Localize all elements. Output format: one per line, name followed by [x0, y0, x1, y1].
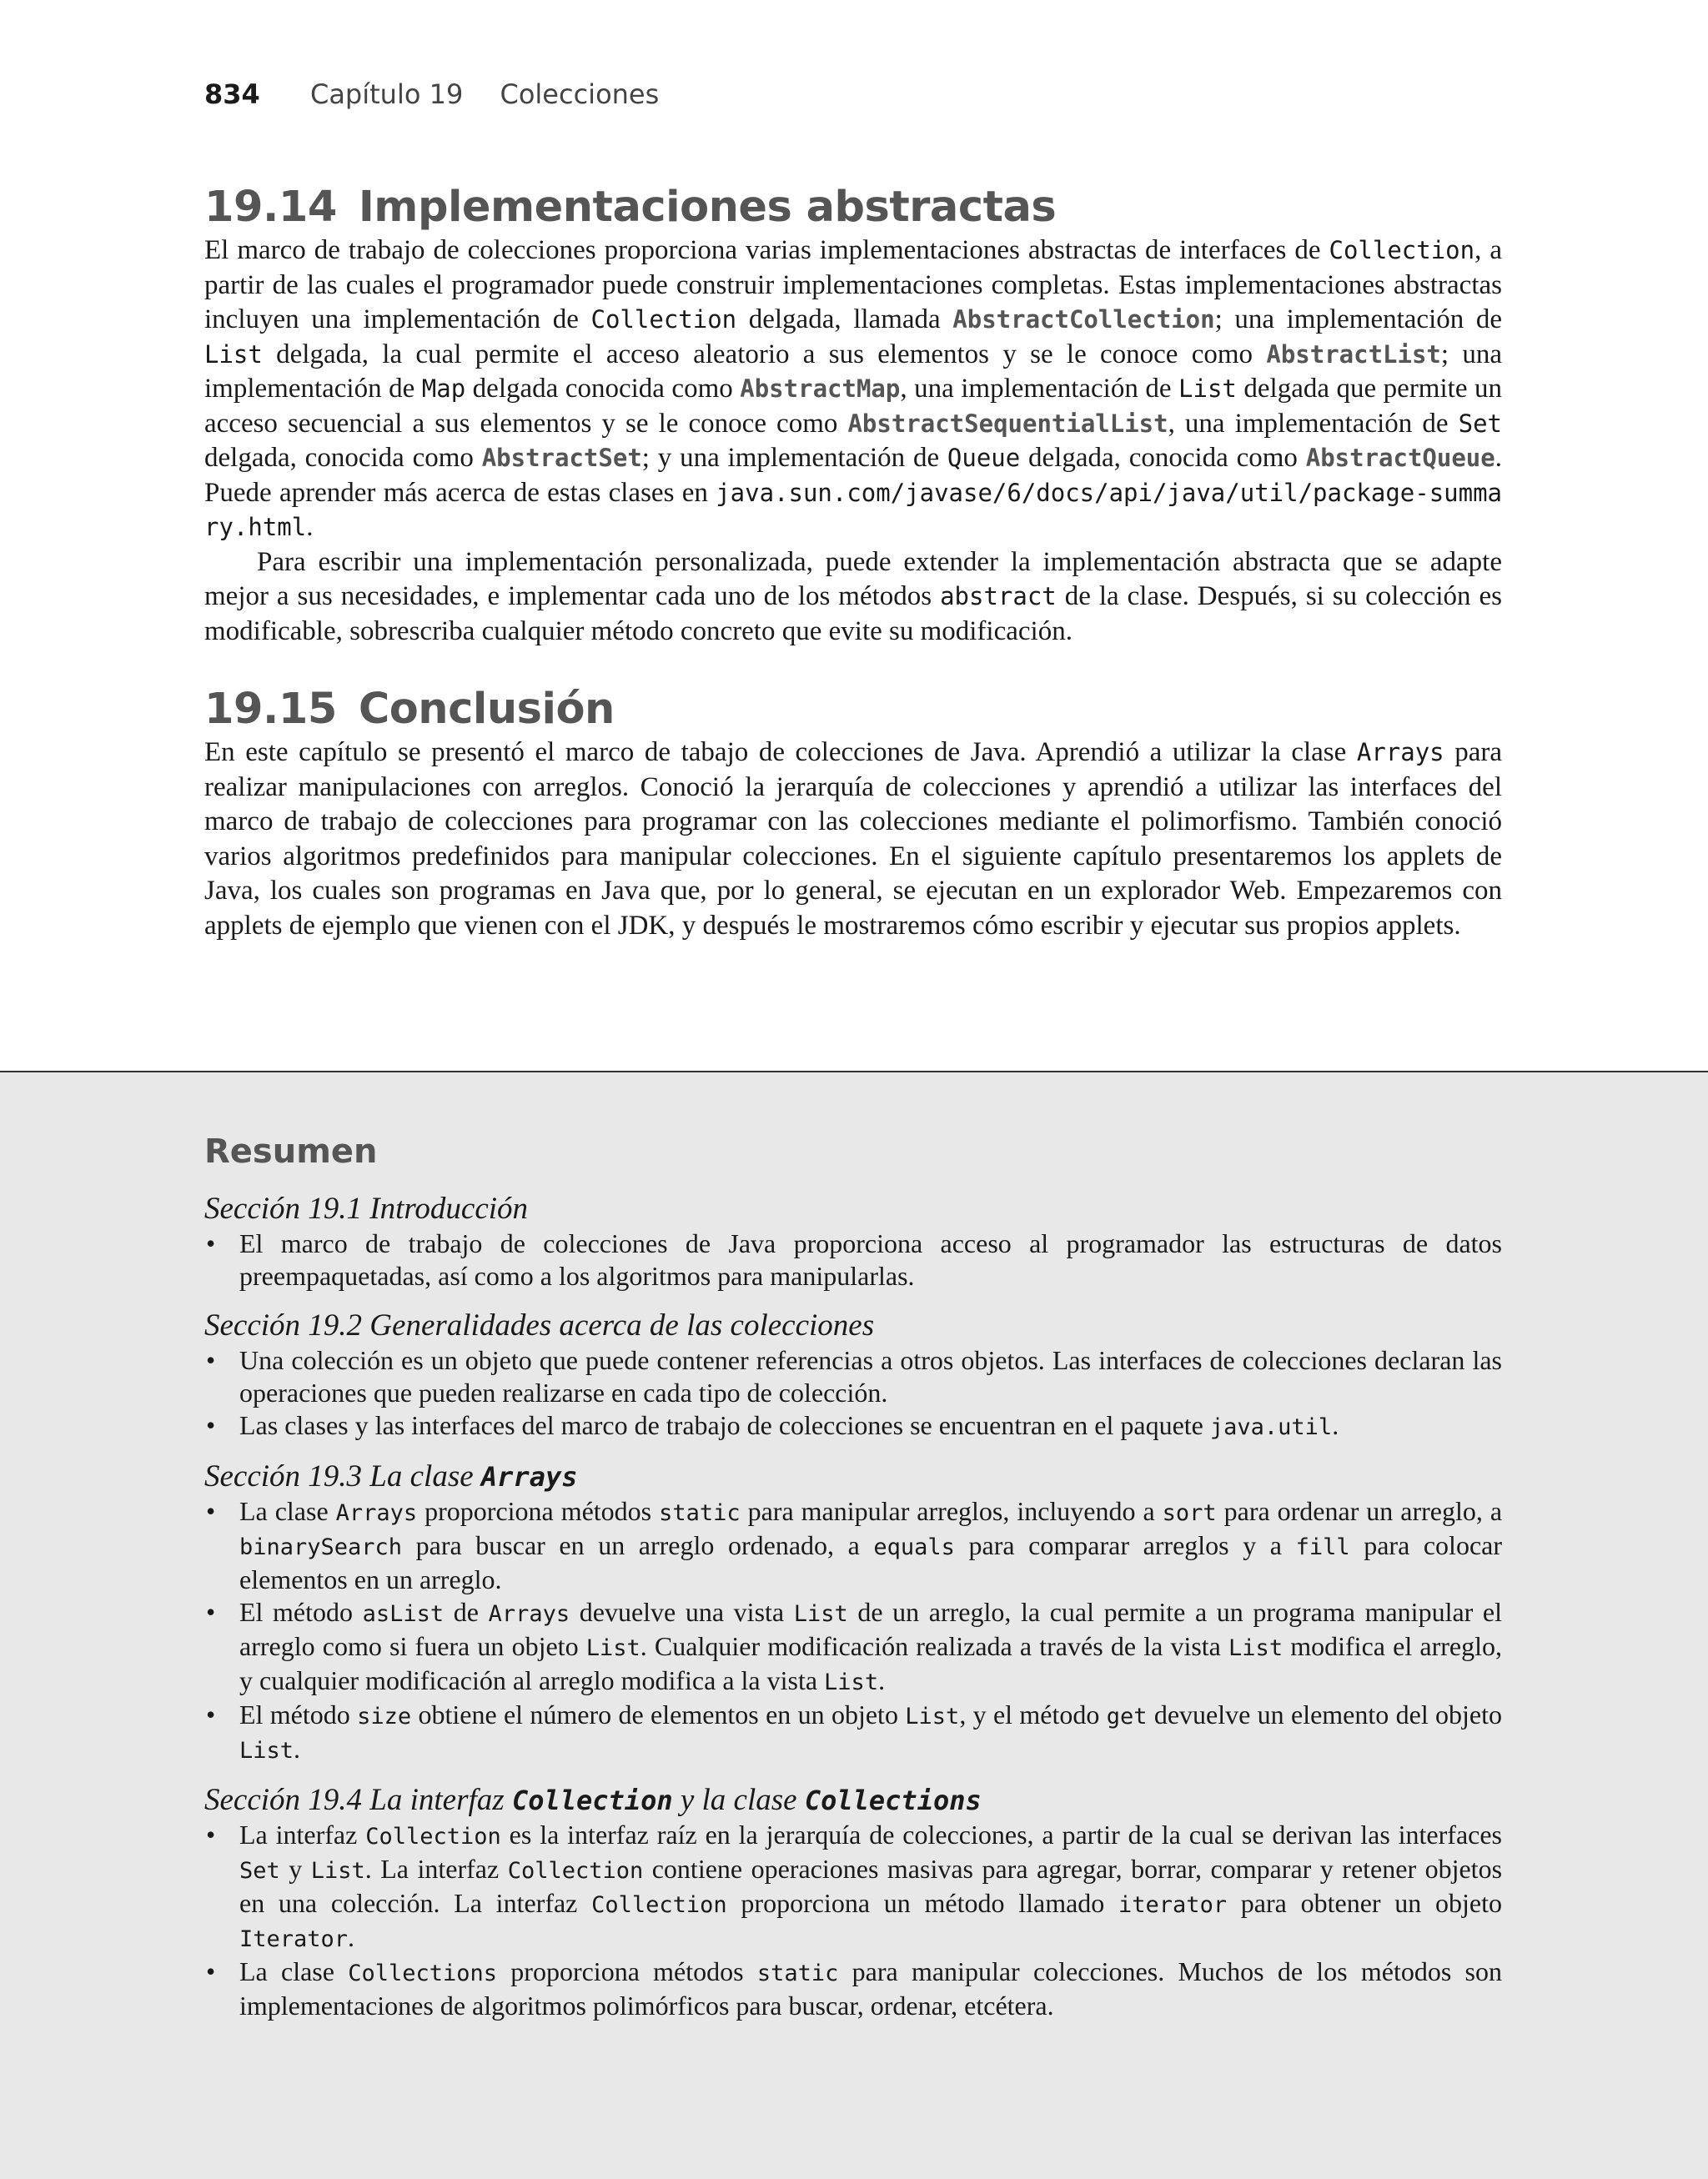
- text: de la clase. Después, si su colección es modificable, sobrescriba cualquier método concreto que evite su modificación.: [204, 581, 1502, 646]
- text: La interfaz: [239, 1820, 366, 1850]
- bullet-item: [204, 1495, 1502, 1596]
- code: Collection: [507, 1858, 644, 1884]
- text: devuelve un elemento del objeto: [1147, 1700, 1503, 1730]
- text: delgada que permite un acceso secuencial a sus elementos y se le conoce como: [204, 374, 1502, 439]
- code: static: [659, 1500, 741, 1526]
- section-19-14: [204, 182, 1502, 649]
- text: , a partir de las cuales el programador puede construir implementaciones completas. Estas implementaciones abstractas incluyen una implementación de: [204, 235, 1502, 334]
- bullet-item: [204, 1409, 1502, 1443]
- section-number: 19.15: [204, 685, 337, 734]
- code: List: [1228, 1635, 1284, 1661]
- code: Collection: [590, 305, 737, 334]
- text: proporciona métodos: [497, 1956, 757, 1986]
- text: Sección 19.3 La clase: [204, 1459, 481, 1494]
- code: Collection: [365, 1824, 501, 1850]
- text: delgada conocida como: [465, 374, 741, 404]
- code: List: [239, 1738, 294, 1764]
- text: y la clase: [672, 1783, 805, 1817]
- text: La clase: [239, 1496, 336, 1526]
- code: Set: [1458, 409, 1502, 438]
- text: El método: [239, 1700, 358, 1730]
- text: . Cualquier modificación realizada a través de la vista: [640, 1631, 1229, 1661]
- bullet-item: • El marco de trabajo de colecciones de Java proporciona acceso al programador las estructuras de datos preempaquetadas, así como a los algoritmos para manipularlas.: [204, 1228, 1502, 1293]
- text: para realizar manipulaciones con arreglos. Conoció la jerarquía de colecciones y aprendió a utilizar las interfaces del marco de trabajo de colecciones para programar con las colecciones mediante el polimorfismo. También conoció varios algoritmos predefinidos para manipular colecciones. En el siguiente capítulo presentaremos los applets de Java, los cuales son programas en Java que, por lo general, se ejecutan en un explorador Web. Empezaremos con applets de ejemplo que vienen con el JDK, y después le mostraremos cómo escribir y ejecutar sus propios applets.: [204, 737, 1502, 941]
- text: y: [279, 1854, 311, 1884]
- code: asList: [362, 1601, 445, 1627]
- text: proporciona un método llamado: [726, 1888, 1119, 1918]
- text: .: [348, 1922, 355, 1952]
- text: delgada, conocida como: [204, 443, 482, 473]
- code: binarySearch: [239, 1534, 403, 1560]
- code: iterator: [1118, 1892, 1228, 1918]
- bullet-list: [204, 1228, 1502, 1293]
- section-heading: [204, 684, 1502, 736]
- code: abstract: [940, 582, 1057, 610]
- summary-title: Resumen: [204, 1132, 378, 1171]
- running-head: [204, 78, 659, 110]
- code: Arrays: [335, 1500, 418, 1526]
- summary-subheading: Sección 19.2 Generalidades acerca de las colecciones: [204, 1308, 875, 1343]
- text: .: [306, 512, 314, 542]
- code: List: [1178, 374, 1237, 403]
- text: ; una implementación de: [1214, 304, 1503, 334]
- text: ; una implementación de: [204, 339, 1502, 404]
- code: size: [357, 1704, 412, 1730]
- summary-subheading: Sección 19.1 Introducción: [204, 1192, 529, 1226]
- code: sort: [1162, 1500, 1217, 1526]
- code: static: [756, 1961, 839, 1986]
- bullet-item: [204, 1956, 1502, 2022]
- code-term: AbstractSequentialList: [847, 409, 1168, 438]
- text: La clase: [239, 1956, 349, 1986]
- code: Collections: [804, 1785, 982, 1816]
- bullet-list: [204, 1344, 1502, 1443]
- code: get: [1106, 1704, 1148, 1730]
- code: Iterator: [239, 1926, 349, 1952]
- text: El método: [239, 1597, 363, 1627]
- code-term: AbstractMap: [740, 374, 901, 403]
- text: ; y una implementación de: [641, 443, 947, 473]
- code: Map: [421, 374, 466, 403]
- summary-box: [0, 1071, 1708, 2179]
- section-19-15: [204, 684, 1502, 943]
- code: Set: [239, 1858, 280, 1884]
- code-term: AbstractCollection: [952, 305, 1215, 334]
- text: Para escribir una implementación personalizada, puede extender la implementación abstracta que se adapte mejor a sus necesidades, e implementar cada uno de los métodos: [204, 546, 1502, 611]
- text: Sección 19.4 La interfaz: [204, 1783, 512, 1817]
- code: Arrays: [488, 1601, 570, 1627]
- code: List: [824, 1669, 879, 1695]
- text: para ordenar un arreglo, a: [1216, 1496, 1503, 1526]
- text: para manipular arreglos, incluyendo a: [740, 1496, 1163, 1526]
- text: , una implementación de: [900, 374, 1179, 404]
- text: para colocar elementos en un arreglo.: [239, 1530, 1503, 1594]
- code: Collection: [511, 1785, 673, 1816]
- text: devuelve una vista: [570, 1597, 794, 1627]
- text: Las clases y las interfaces del marco de trabajo de colecciones se encuentran en el paquete: [239, 1410, 1210, 1440]
- text: para comparar arreglos y a: [954, 1530, 1296, 1560]
- chapter-label: Capítulo 19: [309, 78, 464, 110]
- code: Collection: [1329, 236, 1475, 264]
- code: List: [310, 1858, 365, 1884]
- text: .: [1332, 1410, 1339, 1440]
- summary-content: [204, 1131, 1502, 2037]
- text: .: [878, 1665, 886, 1695]
- section-heading: [204, 182, 1502, 233]
- text: . La interfaz: [364, 1854, 508, 1884]
- text: para manipular colecciones. Muchos de los métodos son implementaciones de algoritmos polimórficos para buscar, ordenar, etcétera.: [239, 1956, 1503, 2021]
- section-title: Implementaciones abstractas: [358, 183, 1057, 232]
- code-term: AbstractList: [1266, 339, 1441, 369]
- text: obtiene el número de elementos en un objeto: [411, 1700, 906, 1730]
- text: modifica el arreglo, y cualquier modificación al arreglo modifica a la vista: [239, 1631, 1503, 1695]
- text: En este capítulo se presentó el marco de tabajo de colecciones de Java. Aprendió a utilizar la clase: [204, 737, 1357, 767]
- text: proporciona métodos: [417, 1496, 660, 1526]
- text: delgada, conocida como: [1020, 443, 1306, 473]
- code: Arrays: [1356, 738, 1444, 766]
- text: , y el método: [959, 1700, 1107, 1730]
- code: Collection: [591, 1892, 727, 1918]
- text: para obtener un objeto: [1227, 1888, 1503, 1918]
- bullet-item: [204, 1819, 1502, 1956]
- bullet-list: [204, 1495, 1502, 1767]
- paragraph: [204, 736, 1502, 943]
- text: delgada, llamada: [736, 304, 953, 334]
- code: List: [905, 1704, 960, 1730]
- chapter-title: Colecciones: [500, 78, 660, 110]
- bullet-list: [204, 1819, 1502, 2022]
- code: Queue: [947, 444, 1021, 472]
- paragraph: [204, 233, 1502, 545]
- bullet-item: [204, 1699, 1502, 1767]
- url: java.sun.com/javase/6/docs/api/java/util/package-summary.html: [204, 478, 1502, 541]
- text: de: [444, 1597, 489, 1627]
- code-term: AbstractQueue: [1305, 444, 1495, 472]
- code: List: [793, 1601, 848, 1627]
- bullet-item: [204, 1596, 1502, 1699]
- code: Arrays: [480, 1461, 578, 1493]
- text: delgada, la cual permite el acceso aleatorio a sus elementos y se le conoce como: [262, 339, 1267, 369]
- code: List: [204, 339, 263, 369]
- section-title: Conclusión: [358, 685, 615, 734]
- summary-subheading: [204, 1459, 1502, 1495]
- code: Collections: [348, 1961, 498, 1986]
- text: . Puede aprender más acerca de estas clases en: [204, 443, 1502, 508]
- code: equals: [873, 1534, 955, 1560]
- code: java.util: [1209, 1414, 1333, 1440]
- code: fill: [1295, 1534, 1350, 1560]
- page-number: 834: [204, 78, 260, 110]
- text: , una implementación de: [1168, 408, 1459, 439]
- code: List: [585, 1635, 640, 1661]
- text: El marco de trabajo de colecciones proporciona varias implementaciones abstractas de interfaces de: [204, 235, 1329, 265]
- text: para buscar en un arreglo ordenado, a: [402, 1530, 874, 1560]
- text: es la interfaz raíz en la jerarquía de colecciones, a partir de la cual se derivan las interfaces: [500, 1820, 1503, 1850]
- section-number: 19.14: [204, 183, 337, 232]
- bullet-item: • Una colección es un objeto que puede contener referencias a otros objetos. Las interfaces de colecciones declaran las operaciones que pueden realizarse en cada tipo de colección.: [204, 1344, 1502, 1409]
- text: contiene operaciones masivas para agregar, borrar, comparar y retener objetos en una colección. La interfaz: [239, 1854, 1503, 1918]
- paragraph: [204, 545, 1502, 650]
- code-term: AbstractSet: [481, 444, 642, 472]
- text: .: [294, 1734, 301, 1764]
- text: de un arreglo, la cual permite a un programa manipular el arreglo como si fuera un objeto: [239, 1597, 1503, 1661]
- summary-subheading: [204, 1782, 1502, 1819]
